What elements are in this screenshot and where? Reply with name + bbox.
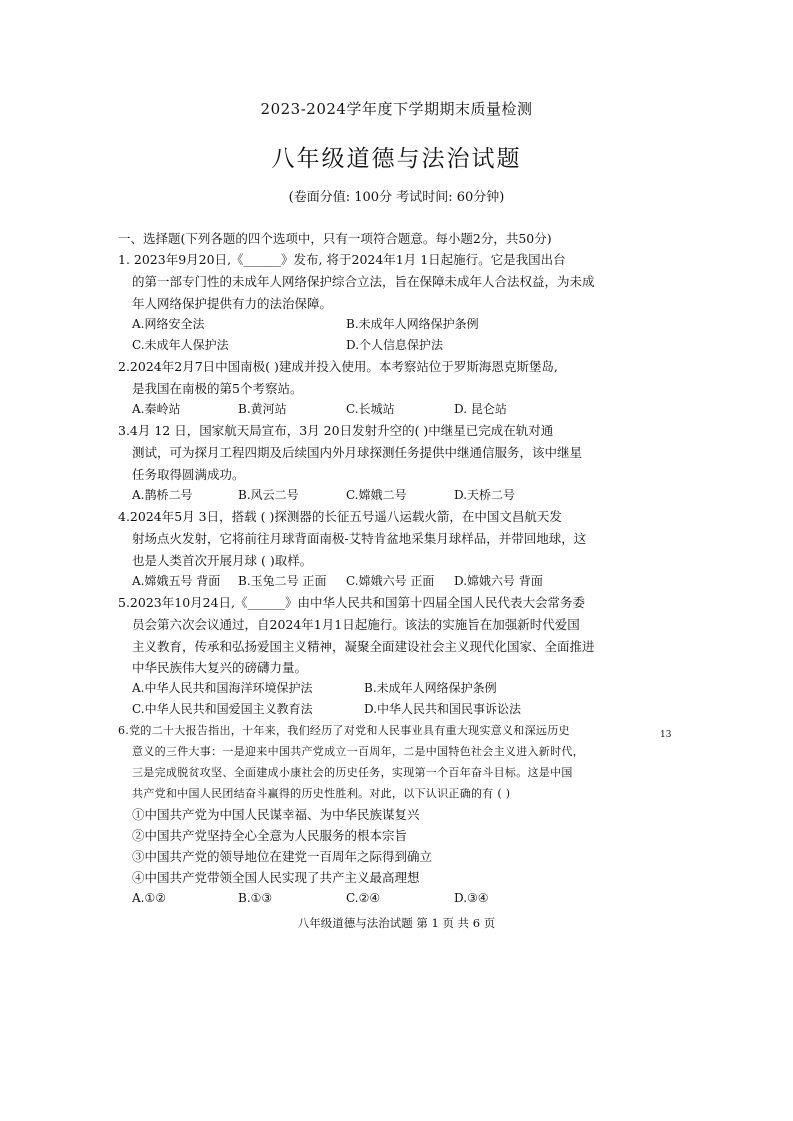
q6-line-2: 意义的三件大事：一是迎来中国共产党成立一百周年，二是中国特色社会主义进入新时代， xyxy=(132,745,584,758)
q6-option-a: A.①② xyxy=(132,891,166,905)
q4-option-d: D.嫦娥六号 背面 xyxy=(454,574,543,588)
q3-line-2: 测试，可为探月工程四期及后续国内外月球探测任务提供中继通信服务，该中继星 xyxy=(132,445,583,460)
q5-option-d: D.中华人民共和国民事诉讼法 xyxy=(364,702,522,716)
q5-line-4: 中华民族伟大复兴的磅礴力量。 xyxy=(132,660,308,675)
q6-line-3: 三是完成脱贫攻坚、全面建成小康社会的历史任务，实现第一个百年奋斗目标。这是中国 xyxy=(132,766,573,779)
q1-option-c: C.未成年人保护法 xyxy=(132,338,229,352)
q3-line-1: 3.4月 12 日，国家航天局宣布，3月 20日发射升空的( )中继星已完成在轨对通 xyxy=(118,423,554,438)
q2-option-b: B.黄河站 xyxy=(238,402,287,416)
q1-option-d: D.个人信息保护法 xyxy=(346,338,444,352)
q6-statement-1: ①中国共产党为中国人民谋幸福、为中华民族谋复兴 xyxy=(132,807,420,822)
q5-option-b: B.未成年人网络保护条例 xyxy=(364,681,497,695)
q2-line-1: 2.2024年2月7日中国南极( )建成并投入使用。本考察站位于罗斯海恩克斯堡岛, xyxy=(118,359,558,374)
q3-option-c: C.嫦娥二号 xyxy=(346,488,407,502)
q4-line-1: 4.2024年5月 3日，搭载 ( )探测器的长征五号遥八运载火箭，在中国文昌航天发 xyxy=(118,509,562,524)
q1-option-a: A.网络安全法 xyxy=(132,317,205,331)
q4-line-3: 也是人类首次开展月球 ( )取样。 xyxy=(132,553,313,568)
q6-statement-4: ④中国共产党带领全国人民实现了共产主义最高理想 xyxy=(132,870,420,885)
q5-line-3: 主义教育，传承和弘扬爱国主义精神，凝聚全面建设社会主义现代化国家、全面推进 xyxy=(132,639,595,654)
section-heading: 一、选择题(下列各题的四个选项中，只有一项符合题意。每小题2分，共50分) xyxy=(118,231,552,246)
q6-option-b: B.①③ xyxy=(238,891,273,905)
q5-line-1: 5.2023年10月24日,《______》由中华人民共和国第十四届全国人民代表大会常务委 xyxy=(118,595,586,610)
q4-option-b: B.玉兔二号 正面 xyxy=(238,574,327,588)
q2-option-a: A.秦岭站 xyxy=(132,402,181,416)
q3-option-a: A.鹊桥二号 xyxy=(132,488,193,502)
q1-line-2: 的第一部专门性的未成年人网络保护综合立法，旨在保障未成年人合法权益，为未成 xyxy=(132,274,595,289)
q5-option-c: C.中华人民共和国爱国主义教育法 xyxy=(132,702,313,716)
q3-line-3: 任务取得圆满成功。 xyxy=(132,467,245,482)
q4-line-2: 射场点火发射，它将前往月球背面南极-艾特肯盆地采集月球样品，并带回地球，这 xyxy=(132,531,587,546)
q2-option-c: C.长城站 xyxy=(346,402,395,416)
q3-option-b: B.风云二号 xyxy=(238,488,299,502)
q1-line-3: 年人网络保护提供有力的法治保障。 xyxy=(132,296,333,311)
q6-line-4: 共产党和中国人民团结奋斗赢得的历史性胜利。对此，以下认识正确的有 ( ) xyxy=(132,787,511,800)
side-number: 13 xyxy=(660,730,672,740)
page-title: 八年级道德与法治试题 xyxy=(271,146,522,172)
q6-statement-2: ②中国共产党坚持全心全意为人民服务的根本宗旨 xyxy=(132,828,408,843)
q2-option-d: D. 昆仑站 xyxy=(454,402,507,416)
page-footer: 八年级道德与法治试题 第 1 页 共 6 页 xyxy=(297,916,496,930)
q6-line-1: 6.党的二十大报告指出，十年来，我们经历了对党和人民事业具有重大现实意义和深远历史 xyxy=(118,724,570,737)
exam-period: 2023-2024学年度下学期期末质量检测 xyxy=(260,100,533,118)
q1-option-b: B.未成年人网络保护条例 xyxy=(346,317,479,331)
q3-option-d: D.天桥二号 xyxy=(454,488,516,502)
q4-option-a: A.嫦娥五号 背面 xyxy=(132,574,221,588)
q5-option-a: A.中华人民共和国海洋环境保护法 xyxy=(132,681,313,695)
exam-info: (卷面分值: 100分 考试时间: 60分钟) xyxy=(288,190,505,205)
q5-line-2: 员会第六次会议通过，自2024年1月1日起施行。该法的实施旨在加强新时代爱国 xyxy=(132,617,580,632)
q4-option-c: C.嫦娥六号 正面 xyxy=(346,574,435,588)
q6-option-d: D.③④ xyxy=(454,891,489,905)
q2-line-2: 是我国在南极的第5个考察站。 xyxy=(132,381,303,396)
q6-option-c: C.②④ xyxy=(346,891,381,905)
q1-line-1: 1. 2023年9月20日,《______》发布, 将于2024年1月 1日起施行。它是我国出台 xyxy=(118,252,566,267)
q6-statement-3: ③中国共产党的领导地位在建党一百周年之际得到确立 xyxy=(132,849,433,864)
